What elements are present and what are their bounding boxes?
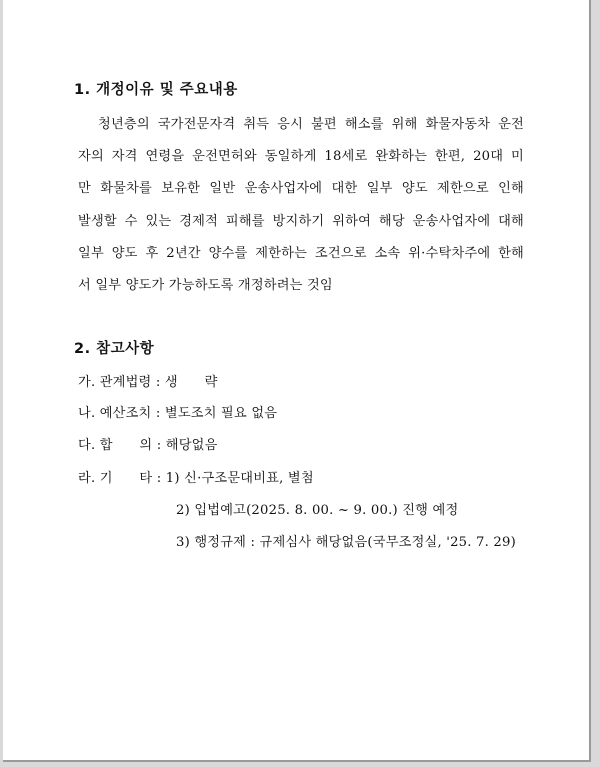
body-text-line: 청년층의 국가전문자격 취득 응시 불편 해소를 위해 화물자동차 운전	[98, 117, 524, 132]
body-text-line: 발생할 수 있는 경제적 피해를 방지하기 위하여 해당 운송사업자에 대해	[78, 214, 524, 229]
section-heading-reference: 2. 참고사항	[74, 341, 155, 357]
reference-item-related-law: 가. 관계법령 : 생 략	[78, 375, 218, 390]
body-text-line: 서 일부 양도가 가능하도록 개정하려는 것임	[78, 278, 333, 293]
reference-item-other: 라. 기 타 : 1) 신·구조문대비표, 별첨	[78, 471, 314, 486]
body-text-line: 만 화물차를 보유한 일반 운송사업자에 대한 일부 양도 제한으로 인해	[78, 181, 524, 196]
reference-subitem-legislative-notice: 2) 입법예고(2025. 8. 00. ~ 9. 00.) 진행 예정	[176, 503, 459, 518]
document-page	[3, 0, 591, 762]
reference-subitem-regulation: 3) 행정규제 : 규제심사 해당없음(국무조정실, '25. 7. 29)	[176, 535, 516, 550]
body-text-line: 일부 양도 후 2년간 양수를 제한하는 조건으로 소속 위·수탁차주에 한해	[78, 246, 524, 261]
section-heading-reason: 1. 개정이유 및 주요내용	[74, 82, 238, 98]
body-text-line: 자의 자격 연령을 운전면허와 동일하게 18세로 완화하는 한편, 20대 미	[78, 149, 524, 164]
reference-item-agreement: 다. 합 의 : 해당없음	[78, 438, 218, 453]
reference-item-budget: 나. 예산조치 : 별도조치 필요 없음	[78, 406, 278, 421]
